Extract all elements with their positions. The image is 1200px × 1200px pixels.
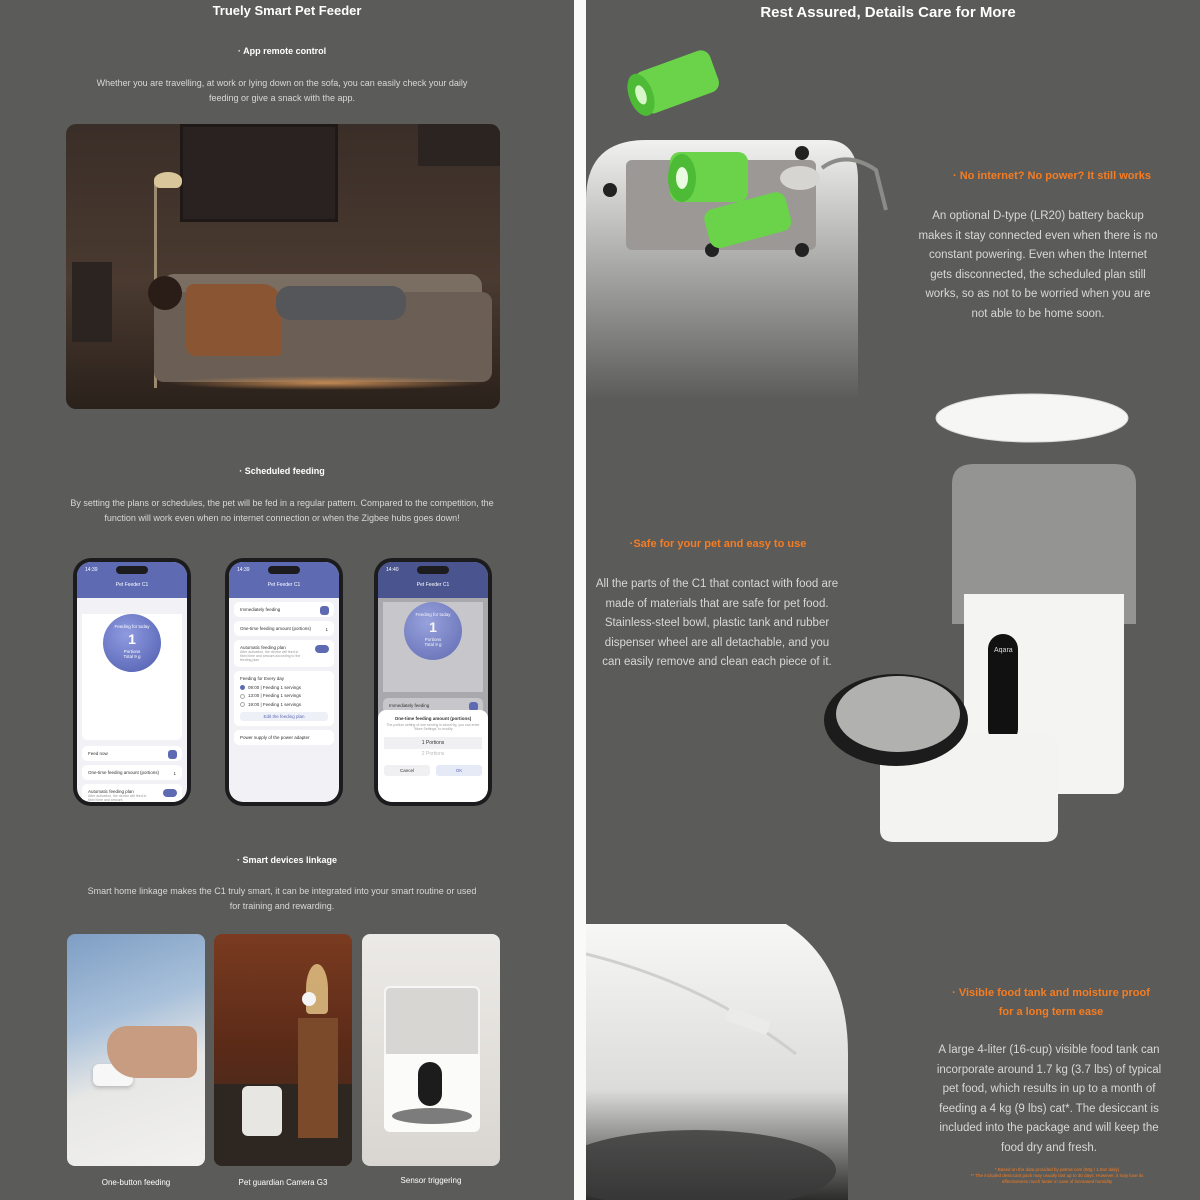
side-table [298,1018,338,1138]
lamp-shade [154,172,182,188]
one-button-feeding-photo [67,934,205,1166]
edit-plan-button[interactable]: Edit the feeding plan [240,712,328,721]
section-heading-linkage: · Smart devices linkage [236,855,338,865]
left-panel [0,0,574,1200]
bottom-sheet [378,710,488,802]
rubber-foot [603,183,617,197]
phone-time: 14:40 [386,567,399,573]
immediate-label: Immediately feeding [240,607,281,612]
every-day-label: Feeding for Every day [240,676,285,681]
plan-item-label: 19:00 | Feeding 1 servings [248,701,301,707]
auto-plan-row[interactable] [82,784,182,802]
circle-unit: Portions [424,637,442,642]
body-visible-tank: A large 4-liter (16-cup) visible food tank can incorporate around 1.7 kg (3.7 lbs) of typical pet food, which results in up to a month of feeding a 4 kg (9 lbs) cat*. The desiccant is included into the package and will keep the food dry and fresh. [936,1044,1162,1154]
battery-top [622,48,722,120]
section-body-schedule: By setting the plans or schedules, the pet will be fed in a regular pattern. Compared to the competition, the function will work even when no internet connection or when the Zigbee hubs goes down! [70,498,494,523]
phone-title: Pet Feeder C1 [416,582,450,588]
section-heading-schedule: · Scheduled feeding [239,466,325,476]
one-time-row[interactable] [82,765,182,780]
floor-glow [166,376,486,390]
feed-now-label: Feed now [88,751,108,756]
immediate-label: Immediately feeding [389,703,430,708]
wall-painting [180,124,338,222]
plan-item[interactable] [240,702,328,707]
steel-bowl [392,1108,472,1124]
shelf [72,262,112,342]
circle-sub: Total 9 g [424,642,442,647]
phone-plan-screen [225,558,343,806]
section-body-linkage: Smart home linkage makes the C1 truly smart, it can be integrated into your smart routine or used for training and rewarding. [87,886,477,911]
one-time-label: One-time feeding amount (portions) [240,626,312,631]
picker-option-selected[interactable]: 1 Portions [384,737,482,749]
auto-plan-desc: After activation, the device will feed in fixed time and amount [88,794,147,802]
one-time-value: 1 [325,627,328,632]
auto-plan-label: Automatic feeding plan [88,789,134,794]
person-lying [276,286,406,320]
body-safe: All the parts of the C1 that contact with food are made of materials that are safe for pet food. Stainless-steel bowl, plastic tank and rubber dispenser wheel are all detachable, and you can easily remove and clean each piece of it. [595,578,839,668]
auto-plan-toggle[interactable] [315,645,329,653]
one-time-value: 1 [173,771,176,776]
sensor-trigger-photo [362,934,500,1166]
power-row [234,730,334,745]
plan-item[interactable] [240,693,328,698]
footnote-2: ** The included desiccant pack may usually last up to 30 days. However, it may lose its effectiveness much faster in case of increased humidity [970,1173,1144,1184]
heading-line-2: for a long term ease [998,1006,1104,1018]
feeder-panel [418,1062,442,1106]
auto-plan-row[interactable] [234,640,334,667]
panel-divider [574,0,586,1200]
picker-option[interactable]: 2 Portions [421,751,445,757]
circle-value: 1 [429,619,437,635]
footnote-1: * Based on the data provided by petmd.com (50g / 1.8oz daily) [994,1167,1120,1172]
feeding-plan-card [234,671,334,726]
hand [107,1026,197,1078]
auto-plan-toggle[interactable] [163,789,177,797]
sheet-desc: The portion setting of one serving is about 9g, you can enter "More Settings" to modify [386,723,480,731]
one-time-label: One-time feeding amount (portions) [88,770,160,775]
circle-sub: Total 9 g [123,654,141,659]
feed-now-row[interactable] [82,746,182,761]
caption-one-button: One-button feeding [101,1178,171,1187]
phone-time: 14:39 [237,567,250,573]
phone-title: Pet Feeder C1 [115,582,149,588]
immediate-icon[interactable] [320,606,329,615]
circle-label: Feeding for today [114,624,150,629]
cancel-button[interactable]: Cancel [384,765,430,776]
one-time-row[interactable] [234,621,334,636]
wall-painting-small [418,124,500,166]
immediate-feeding-row[interactable] [234,602,334,617]
circle-value: 1 [128,631,136,647]
blanket [186,284,282,356]
battery-middle [668,152,748,202]
plan-item-label: 09:00 | Feeding 1 servings [248,685,301,690]
heading-visible-tank [916,984,1186,1022]
steel-bowl [836,676,960,752]
phone-title: Pet Feeder C1 [267,582,301,588]
heading-no-internet: · No internet? No power? It still works [952,170,1151,182]
body-no-internet: An optional D-type (LR20) battery backup makes it stay connected even when there is no constant powering. Even when the Internet gets disconnected, the scheduled plan still works, so as not to be worried when you are not able to be home soon. [918,210,1158,320]
speaker-grille [780,166,820,190]
tank-closeup [586,924,848,1200]
power-label: Power supply of the power adapter [240,734,310,740]
feeder-lid [936,394,1128,442]
feeder-tank [384,986,480,1056]
auto-plan-label: Automatic feeding plan [240,645,286,650]
phone-sheet-screen [374,558,492,806]
table-lamp [306,964,328,1014]
camera-g3-photo [214,934,352,1166]
right-panel [586,0,1200,1200]
heading-line-1: · Visible food tank and moisture proof [952,987,1150,999]
rubber-foot [795,243,809,257]
section-heading-remote: · App remote control [237,46,327,56]
rubber-foot [795,146,809,160]
heading-safe: ·Safe for your pet and easy to use [629,538,807,550]
camera-device [302,992,316,1006]
caption-camera: Pet guardian Camera G3 [238,1178,328,1187]
auto-plan-desc: After activation, the device will feed in fixed time and amount according to the feeding plan [240,650,301,662]
caption-sensor: Sensor triggering [400,1176,462,1185]
left-title: Truely Smart Pet Feeder [212,3,362,18]
section-body-remote: Whether you are travelling, at work or lying down on the sofa, you can easily check your daily feeding or give a snack with the app. [96,78,468,103]
phone-time: 14:39 [85,567,98,573]
phone-home-screen [73,558,191,806]
right-title: Rest Assured, Details Care for More [760,4,1016,21]
circle-label: Feeding for today [415,612,451,617]
battery-illustration [586,40,906,400]
plan-item-label: 13:00 | Feeding 1 servings [248,693,301,699]
feeder-illustration [824,384,1200,854]
brand-logo: Aqara [994,647,1013,654]
living-room-photo [66,124,500,409]
feed-now-icon[interactable] [168,750,177,759]
plan-item[interactable] [240,685,328,690]
mini-feeder [242,1086,282,1136]
circle-unit: Portions [123,649,141,654]
feeding-today-circle [404,602,462,660]
sheet-title: One-time feeding amount (portions) [394,716,472,721]
feeding-today-circle [103,614,161,672]
person-head [148,276,182,310]
ok-button[interactable]: OK [436,765,482,776]
